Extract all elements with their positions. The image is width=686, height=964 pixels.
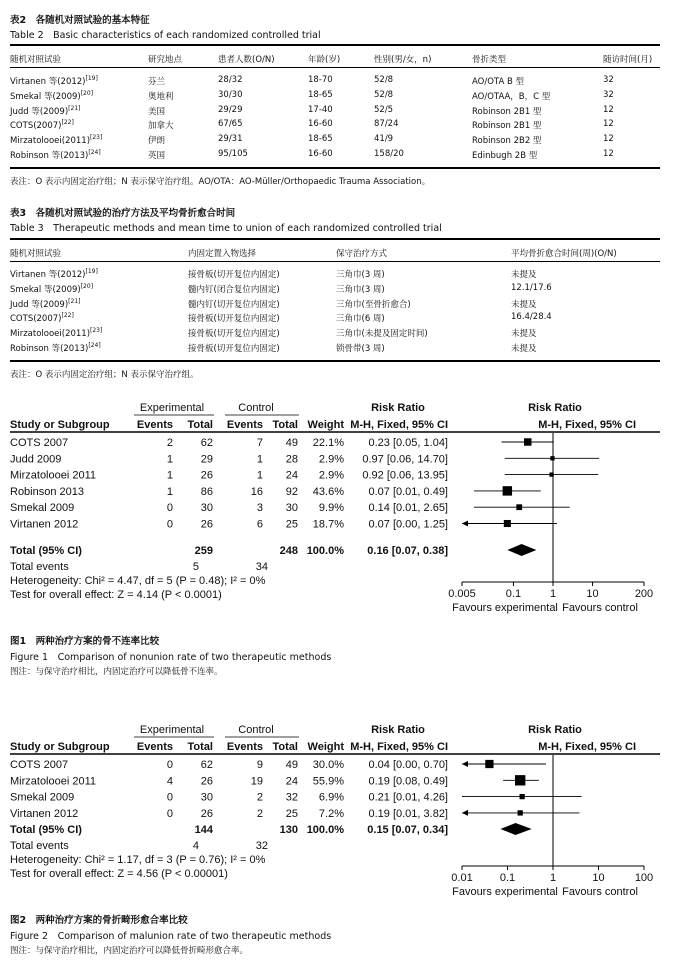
citation-ref: [22] — [61, 312, 74, 320]
table2-col-header: 随访时间(月) — [603, 55, 653, 65]
citation-ref: [22] — [61, 119, 74, 127]
table2-cell: 32 — [603, 75, 614, 85]
table2-cell: Edinbugh 2B 型 — [472, 151, 538, 161]
heterogeneity-text: Heterogeneity: Chi² = 1.17, df = 3 (P = 0.76); I² = 0% — [10, 854, 266, 866]
study-cell — [10, 75, 98, 87]
table3-bottom-rule — [10, 360, 660, 362]
total-events-experimental: 4 — [192, 840, 199, 852]
table3-cell: 三角巾(3 周) — [336, 284, 385, 295]
col-header-events: Events — [226, 419, 263, 431]
table2-cell: 16-60 — [308, 149, 333, 159]
study-cell — [10, 298, 80, 310]
risk-ratio-ci: 0.23 [0.05, 1.04] — [368, 437, 448, 449]
ci-arrow-left — [462, 521, 468, 527]
table3-col-header: 内固定置入物选择 — [188, 249, 257, 259]
table2-cell: AO/OTA B 型 — [472, 77, 524, 87]
table3-cell: 12.1/17.6 — [511, 282, 552, 293]
study-cell — [10, 149, 101, 161]
study-cell — [10, 134, 102, 146]
table3-cell: 髓内钉(闭合复位内固定) — [188, 284, 280, 295]
experimental-total: 26 — [200, 807, 213, 820]
study-name: Smekal 等(2009) — [10, 284, 81, 295]
col-header-weight: Weight — [307, 419, 344, 431]
table3-cell: 未提及 — [511, 299, 537, 310]
control-events: 7 — [256, 437, 263, 449]
experimental-events: 2 — [166, 437, 173, 449]
study-name: COTS(2007) — [10, 121, 62, 132]
table3-cell: 髓内钉(切开复位内固定) — [188, 299, 280, 310]
col-header-mh-ci-plot: M-H, Fixed, 95% CI — [538, 419, 636, 431]
table2-cell: 95/105 — [218, 149, 248, 159]
control-events: 2 — [256, 791, 263, 804]
col-header-events: Events — [136, 419, 173, 431]
citation-ref: [20] — [80, 282, 94, 290]
study-cell — [10, 342, 101, 354]
table2-cell: 29/31 — [218, 134, 243, 145]
study-weight: 43.6% — [312, 485, 344, 498]
citation-ref: [23] — [90, 134, 103, 142]
citation-ref: [19] — [85, 268, 98, 276]
group-header-risk-ratio: Risk Ratio — [371, 402, 425, 414]
study-name: COTS 2007 — [10, 759, 69, 771]
table2-cell: 67/65 — [218, 119, 243, 130]
table3-cell: 接骨板(切开复位内固定) — [188, 270, 280, 280]
experimental-total: 62 — [200, 759, 213, 771]
axis-tick-label: 0.01 — [451, 872, 473, 884]
study-weight: 18.7% — [312, 518, 344, 531]
risk-ratio-ci: 0.07 [0.00, 1.25] — [368, 518, 448, 531]
table3-cell: 三角巾(至骨折愈合) — [336, 299, 411, 310]
table2-cell: 12 — [603, 134, 614, 145]
study-name: Mirzatolooei 2011 — [10, 469, 97, 482]
overall-effect-text: Test for overall effect: Z = 4.14 (P < 0.0001) — [10, 589, 222, 601]
table3-col-header: 随机对照试验 — [10, 249, 62, 259]
table3-cell: 接骨板(切开复位内固定) — [188, 329, 280, 340]
table2-cell: 18-65 — [308, 89, 333, 100]
table3-cell: 未提及 — [511, 329, 537, 340]
table3-cell: 接骨板(切开复位内固定) — [188, 344, 280, 354]
experimental-events: 1 — [166, 453, 173, 466]
experimental-events: 0 — [166, 759, 173, 771]
figure2-caption-en: Figure 2 Comparison of malunion rate of two therapeutic methods — [10, 931, 332, 942]
favours-control-label: Favours control — [562, 602, 638, 614]
study-name: Judd 等(2009) — [10, 299, 69, 310]
control-total: 92 — [285, 485, 298, 498]
table2-col-header: 骨折类型 — [472, 55, 507, 65]
study-name: Judd 等(2009) — [10, 106, 69, 117]
table2-cell: AO/OTAA，B，C 型 — [472, 91, 551, 102]
group-header-experimental: Experimental — [139, 724, 205, 736]
table2-cell: 12 — [603, 104, 614, 115]
table2-cell: 芬兰 — [148, 77, 166, 87]
citation-ref: [19] — [85, 75, 98, 83]
study-name: Smekal 2009 — [10, 791, 75, 804]
table3-header-rule — [10, 261, 660, 262]
citation-ref: [24] — [88, 342, 101, 350]
table2-cell: 18-65 — [308, 134, 333, 145]
risk-ratio-ci: 0.14 [0.01, 2.65] — [368, 502, 448, 515]
study-name: Robinson 等(2013) — [10, 151, 89, 161]
total-events-label: Total events — [10, 840, 69, 852]
table2-cell: 英国 — [148, 151, 166, 161]
total-experimental: 259 — [194, 545, 213, 557]
study-cell — [10, 119, 74, 131]
table3-top-rule — [10, 238, 660, 240]
study-weight: 30.0% — [312, 759, 344, 771]
control-total: 25 — [285, 807, 298, 820]
study-point-estimate — [550, 456, 554, 460]
total-label: Total (95% CI) — [10, 545, 82, 557]
table3-col-header: 保守治疗方式 — [336, 249, 388, 259]
col-header-mh-ci: M-H, Fixed, 95% CI — [350, 419, 448, 431]
control-events: 6 — [256, 518, 263, 531]
table3-cell: 接骨板(切开复位内固定) — [188, 314, 280, 325]
study-weight: 9.9% — [318, 502, 344, 515]
experimental-total: 26 — [200, 469, 213, 482]
study-point-estimate — [515, 775, 525, 785]
col-header-total: Total — [272, 419, 298, 431]
table3-caption-cn: 表3 各随机对照试验的治疗方法及平均骨折愈合时间 — [10, 208, 236, 219]
ci-arrow-left — [462, 761, 468, 767]
control-events: 3 — [256, 502, 263, 515]
figure1-caption-cn: 图1 两种治疗方案的骨不连率比较 — [10, 636, 160, 647]
table2-col-header: 性别(男/女，n) — [374, 55, 432, 65]
axis-tick-label: 200 — [634, 588, 654, 600]
table3-note: 表注：O 表示内固定治疗组；N 表示保守治疗组。 — [10, 370, 199, 380]
study-cell — [10, 312, 74, 324]
axis-tick-label: 1 — [549, 588, 557, 600]
study-name: Virtanen 2012 — [10, 807, 79, 820]
table2-caption-cn: 表2 各随机对照试验的基本特征 — [10, 15, 150, 26]
total-weight: 100.0% — [306, 545, 344, 557]
risk-ratio-ci: 0.19 [0.08, 0.49] — [368, 775, 448, 788]
pooled-estimate-diamond — [507, 544, 536, 556]
experimental-total: 26 — [200, 518, 213, 531]
table2-cell: 52/5 — [374, 104, 394, 115]
study-name: Virtanen 2012 — [10, 518, 79, 531]
study-point-estimate — [504, 520, 511, 527]
table2-col-header: 年龄(岁) — [308, 55, 341, 65]
group-header-experimental: Experimental — [139, 402, 205, 414]
control-events: 1 — [256, 453, 263, 466]
table2-cell: 52/8 — [374, 75, 394, 85]
table2-cell: Robinson 2B1 型 — [472, 106, 542, 117]
table3-col-header: 平均骨折愈合时间(周)(O/N) — [511, 249, 617, 259]
total-experimental: 144 — [194, 824, 213, 836]
figure2-caption-cn: 图2 两种治疗方案的骨折畸形愈合率比较 — [10, 915, 188, 926]
control-total: 30 — [285, 502, 298, 515]
favours-control-label: Favours control — [562, 886, 638, 897]
axis-tick-label: 10 — [592, 872, 605, 884]
table2-cell: 87/24 — [374, 119, 399, 130]
study-name: Virtanen 等(2012) — [10, 270, 86, 280]
total-events-label: Total events — [10, 561, 69, 573]
risk-ratio-ci: 0.97 [0.06, 14.70] — [362, 453, 448, 466]
study-cell — [10, 105, 80, 117]
heterogeneity-text: Heterogeneity: Chi² = 4.47, df = 5 (P = 0.48); I² = 0% — [10, 575, 266, 587]
axis-tick-label: 1 — [549, 872, 557, 884]
table2-cell: 52/8 — [374, 89, 394, 100]
figure2-note: 图注：与保守治疗相比，内固定治疗可以降低骨折畸形愈合率。 — [10, 946, 249, 956]
study-name: Mirzatolooei(2011) — [10, 136, 91, 147]
table2-cell: 伊朗 — [148, 136, 166, 147]
total-weight: 100.0% — [306, 824, 344, 836]
axis-tick-label: 10 — [586, 588, 599, 600]
control-total: 49 — [285, 437, 298, 449]
total-events-control: 34 — [255, 561, 268, 573]
table2-cell: 加拿大 — [148, 121, 174, 132]
total-events-control: 32 — [255, 840, 268, 852]
risk-ratio-ci: 0.92 [0.06, 13.95] — [362, 469, 448, 482]
study-name: Robinson 等(2013) — [10, 344, 89, 354]
group-header-risk-ratio-plot: Risk Ratio — [528, 402, 582, 414]
table2-bottom-rule — [10, 167, 660, 169]
study-weight: 55.9% — [312, 775, 344, 788]
control-total: 25 — [285, 518, 298, 531]
total-label: Total (95% CI) — [10, 824, 82, 836]
citation-ref: [21] — [68, 104, 81, 112]
study-cell — [10, 283, 93, 295]
total-ci: 0.15 [0.07, 0.34] — [367, 824, 448, 836]
experimental-events: 1 — [166, 469, 173, 482]
table3-cell: 16.4/28.4 — [511, 312, 552, 323]
table2-cell: 12 — [603, 149, 614, 159]
forest-plot-svg — [0, 397, 686, 622]
risk-ratio-ci: 0.07 [0.01, 0.49] — [368, 485, 448, 498]
col-header-events: Events — [226, 741, 263, 753]
study-point-estimate — [485, 760, 493, 768]
group-header-control: Control — [238, 402, 274, 414]
citation-ref: [23] — [90, 327, 103, 335]
table2-cell: Robinson 2B1 型 — [472, 121, 542, 132]
ci-arrow-left — [462, 810, 468, 816]
favours-experimental-label: Favours experimental — [452, 886, 558, 897]
experimental-events: 0 — [166, 502, 173, 515]
risk-ratio-ci: 0.21 [0.01, 4.26] — [368, 791, 448, 804]
experimental-total: 86 — [200, 485, 213, 498]
experimental-events: 0 — [166, 807, 173, 820]
table2-col-header: 研究地点 — [148, 55, 183, 65]
table2-cell: 16-60 — [308, 119, 333, 130]
experimental-total: 30 — [200, 791, 213, 804]
study-name: Robinson 2013 — [10, 485, 85, 498]
axis-tick-label: 0.1 — [499, 872, 516, 884]
table3-cell: 未提及 — [511, 270, 537, 280]
table2-cell: 奥地利 — [148, 91, 174, 102]
control-events: 9 — [256, 759, 263, 771]
study-weight: 6.9% — [318, 791, 344, 804]
group-header-risk-ratio: Risk Ratio — [371, 724, 425, 736]
table2-cell: 41/9 — [374, 134, 394, 145]
study-weight: 2.9% — [318, 453, 344, 466]
study-weight: 22.1% — [312, 437, 344, 449]
study-name: Virtanen 等(2012) — [10, 77, 86, 87]
study-name: COTS 2007 — [10, 437, 69, 449]
citation-ref: [24] — [88, 149, 101, 157]
control-total: 49 — [285, 759, 298, 771]
risk-ratio-ci: 0.19 [0.01, 3.82] — [368, 807, 448, 820]
col-header-total: Total — [187, 741, 213, 753]
control-total: 28 — [285, 453, 298, 466]
study-point-estimate — [503, 486, 512, 495]
experimental-total: 30 — [200, 502, 213, 515]
forest-plot-svg — [0, 719, 686, 897]
experimental-events: 4 — [166, 775, 173, 788]
figure1-note: 图注：与保守治疗相比，内固定治疗可以降低骨不连率。 — [10, 667, 223, 677]
control-events: 19 — [250, 775, 263, 788]
table2-cell: 28/32 — [218, 75, 243, 85]
citation-ref: [21] — [68, 297, 81, 305]
table2-header-rule — [10, 67, 660, 68]
table2-cell: 12 — [603, 119, 614, 130]
table2-caption-en: Table 2 Basic characteristics of each randomized controlled trial — [10, 30, 321, 41]
axis-tick-label: 100 — [634, 872, 654, 884]
table2-cell: 18-70 — [308, 75, 333, 85]
study-name: Smekal 等(2009) — [10, 91, 81, 102]
experimental-total: 62 — [200, 437, 213, 449]
total-ci: 0.16 [0.07, 0.38] — [367, 545, 448, 557]
group-header-risk-ratio-plot: Risk Ratio — [528, 724, 582, 736]
table2-col-header: 患者人数(O/N) — [218, 55, 275, 65]
table3-cell: 三角巾(3 周) — [336, 270, 385, 280]
study-point-estimate — [516, 504, 522, 510]
citation-ref: [20] — [80, 89, 94, 97]
table2-col-header: 随机对照试验 — [10, 55, 62, 65]
study-name: Mirzatolooei 2011 — [10, 775, 97, 788]
control-events: 2 — [256, 807, 263, 820]
study-name: Judd 2009 — [10, 453, 62, 466]
col-header-events: Events — [136, 741, 173, 753]
study-point-estimate — [549, 472, 553, 476]
table3-cell: 未提及 — [511, 344, 537, 354]
control-total: 24 — [285, 775, 298, 788]
overall-effect-text: Test for overall effect: Z = 4.56 (P < 0.00001) — [10, 868, 228, 880]
study-name: Mirzatolooei(2011) — [10, 329, 91, 340]
table2-cell: 158/20 — [374, 149, 404, 159]
table3-cell: 三角巾(6 周) — [336, 314, 385, 325]
study-cell — [10, 90, 93, 102]
table2-cell: Robinson 2B2 型 — [472, 136, 542, 147]
table3-caption-en: Table 3 Therapeutic methods and mean time to union of each randomized controlled trial — [10, 223, 442, 234]
table2-cell: 29/29 — [218, 104, 243, 115]
col-header-mh-ci: M-H, Fixed, 95% CI — [350, 741, 448, 753]
axis-tick-label: 0.005 — [448, 588, 476, 600]
table3-cell: 锁骨带(3 周) — [336, 344, 385, 354]
total-events-experimental: 5 — [192, 561, 199, 573]
control-events: 1 — [256, 469, 263, 482]
table2-top-rule — [10, 44, 660, 46]
table3-cell: 三角巾(未提及固定时间) — [336, 329, 428, 340]
study-point-estimate — [518, 810, 523, 815]
table2-cell: 17-40 — [308, 104, 333, 115]
col-header-weight: Weight — [307, 741, 344, 753]
table2-cell: 美国 — [148, 106, 166, 117]
study-cell — [10, 327, 102, 339]
axis-tick-label: 0.1 — [505, 588, 522, 600]
table2-cell: 30/30 — [218, 89, 243, 100]
control-total: 32 — [285, 791, 298, 804]
figure1-caption-en: Figure 1 Comparison of nonunion rate of two therapeutic methods — [10, 652, 332, 663]
col-header-total: Total — [272, 741, 298, 753]
experimental-events: 0 — [166, 791, 173, 804]
table2-cell: 32 — [603, 89, 614, 100]
study-point-estimate — [520, 794, 525, 799]
total-control: 130 — [279, 824, 298, 836]
study-name: Smekal 2009 — [10, 502, 75, 515]
risk-ratio-ci: 0.04 [0.00, 0.70] — [368, 759, 448, 771]
study-name: COTS(2007) — [10, 314, 62, 325]
favours-experimental-label: Favours experimental — [452, 602, 558, 614]
experimental-events: 1 — [166, 485, 173, 498]
table2-note: 表注：O 表示内固定治疗组；N 表示保守治疗组。AO/OTA：AO-Müller/Orthopaedic Trauma Association。 — [10, 177, 431, 187]
experimental-total: 29 — [200, 453, 213, 466]
study-weight: 7.2% — [318, 807, 344, 820]
study-cell — [10, 268, 98, 280]
study-weight: 2.9% — [318, 469, 344, 482]
study-point-estimate — [524, 438, 531, 445]
pooled-estimate-diamond — [500, 823, 531, 835]
col-header-study: Study or Subgroup — [10, 741, 110, 753]
col-header-study: Study or Subgroup — [10, 419, 110, 431]
control-events: 16 — [250, 485, 263, 498]
experimental-total: 26 — [200, 775, 213, 788]
control-total: 24 — [285, 469, 298, 482]
experimental-events: 0 — [166, 518, 173, 531]
total-control: 248 — [279, 545, 298, 557]
col-header-mh-ci-plot: M-H, Fixed, 95% CI — [538, 741, 636, 753]
group-header-control: Control — [238, 724, 274, 736]
col-header-total: Total — [187, 419, 213, 431]
